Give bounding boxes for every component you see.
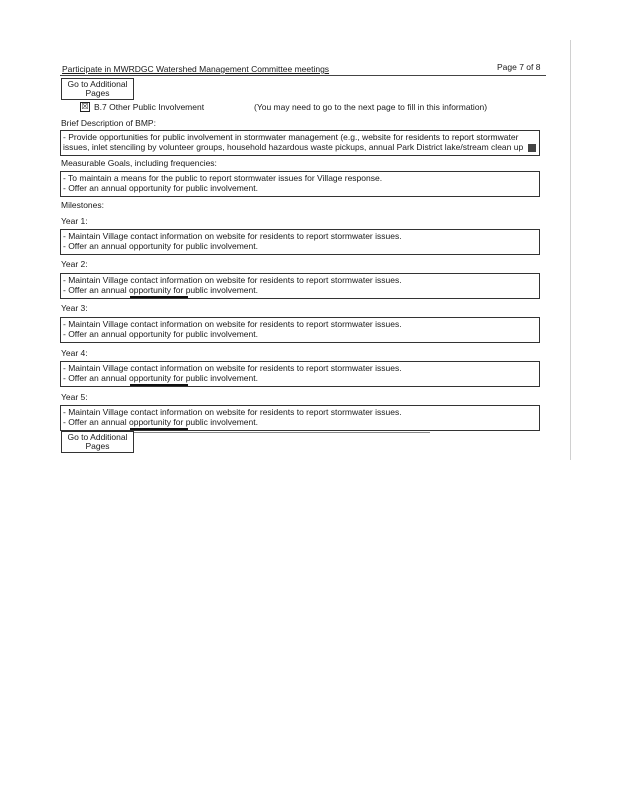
year-line: - Offer an annual opportunity for public involvement. xyxy=(63,285,258,295)
year-line: - Maintain Village contact information on website for residents to report stormwater issues. xyxy=(63,231,402,241)
section-note: (You may need to go to the next page to fill in this information) xyxy=(254,102,488,112)
underline-mark xyxy=(130,296,188,298)
scroll-indicator-icon[interactable] xyxy=(528,144,536,152)
scan-edge-mark xyxy=(570,40,571,460)
goals-line-1: - To maintain a means for the public to report stormwater issues for Village response. xyxy=(63,173,383,183)
year-label: Year 5: xyxy=(61,392,88,402)
milestones-label: Milestones: xyxy=(61,200,104,210)
year-label: Year 3: xyxy=(61,303,88,313)
brief-label: Brief Description of BMP: xyxy=(61,118,156,128)
brief-line-1: - Provide opportunities for public involvement in stormwater management (e.g., website for residents to report stormwater xyxy=(63,132,519,142)
brief-line-2: issues, inlet stenciling by volunteer groups, household hazardous waste pickups, annual Park District lake/stream clean up xyxy=(63,142,524,152)
year-line: - Maintain Village contact information on website for residents to report stormwater issues. xyxy=(63,363,402,373)
bottom-rule xyxy=(130,432,430,433)
button-label-line2: Pages xyxy=(85,441,110,451)
year-1-field[interactable] xyxy=(60,229,540,255)
header-rule xyxy=(60,75,546,76)
section-checkbox[interactable]: ☒ xyxy=(81,102,89,111)
year-line: - Maintain Village contact information on website for residents to report stormwater issues. xyxy=(63,275,402,285)
year-label: Year 1: xyxy=(61,216,88,226)
go-to-additional-pages-button-bottom[interactable] xyxy=(61,431,134,453)
brief-description-field[interactable] xyxy=(60,130,540,156)
go-to-additional-pages-button-top[interactable] xyxy=(61,78,134,100)
button-label-line1: Go to Additional xyxy=(67,79,128,89)
year-line: - Offer an annual opportunity for public involvement. xyxy=(63,241,258,251)
underline-mark xyxy=(130,384,188,386)
goals-label: Measurable Goals, including frequencies: xyxy=(61,158,217,168)
year-label: Year 4: xyxy=(61,348,88,358)
year-line: - Maintain Village contact information on website for residents to report stormwater issues. xyxy=(63,407,402,417)
goals-line-2: - Offer an annual opportunity for public involvement. xyxy=(63,183,258,193)
button-label-line1: Go to Additional xyxy=(67,432,128,442)
year-line: - Offer an annual opportunity for public involvement. xyxy=(63,373,258,383)
year-line: - Offer an annual opportunity for public involvement. xyxy=(63,417,258,427)
goals-field[interactable] xyxy=(60,171,540,197)
page-number: Page 7 of 8 xyxy=(497,62,541,72)
year-3-field[interactable] xyxy=(60,317,540,343)
button-label-line2: Pages xyxy=(85,88,110,98)
header-title: Participate in MWRDGC Watershed Management Committee meetings xyxy=(62,64,330,74)
year-line: - Maintain Village contact information on website for residents to report stormwater issues. xyxy=(63,319,402,329)
section-title: B.7 Other Public Involvement xyxy=(94,102,205,112)
underline-mark xyxy=(130,428,188,430)
year-line: - Offer an annual opportunity for public involvement. xyxy=(63,329,258,339)
year-label: Year 2: xyxy=(61,259,88,269)
